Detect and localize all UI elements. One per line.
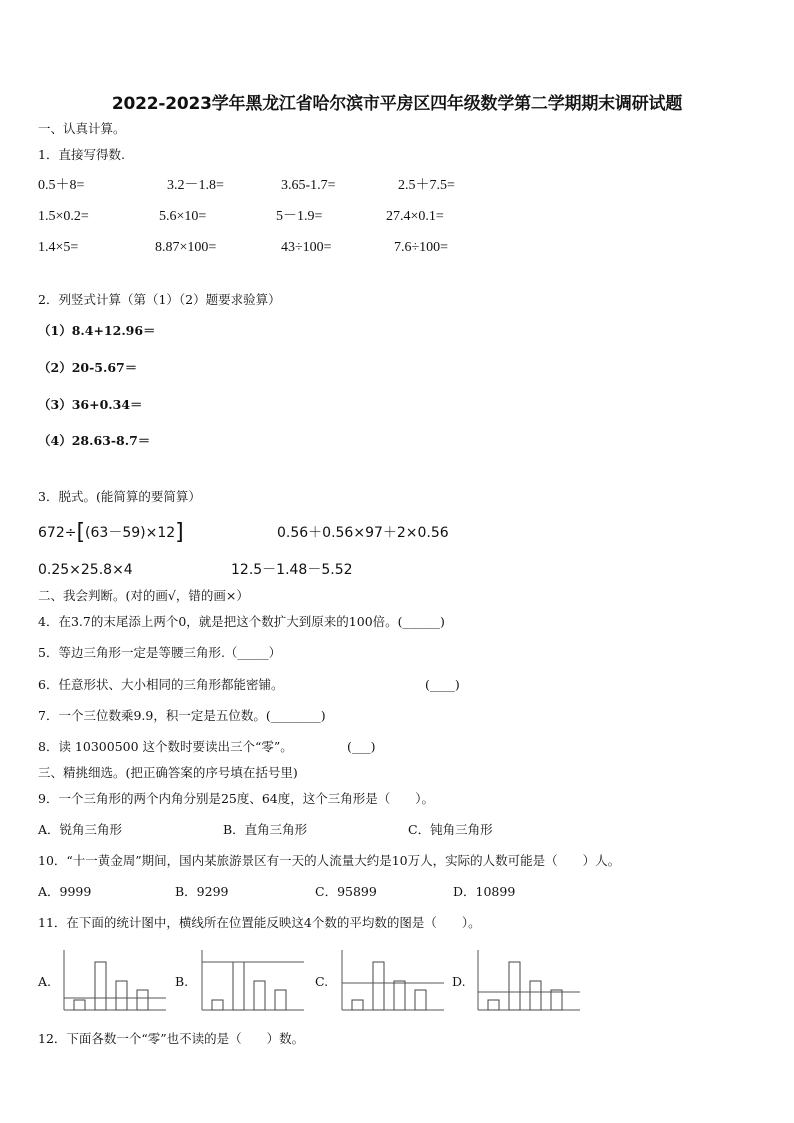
- chart-c[interactable]: [338, 948, 446, 1014]
- bar: [373, 962, 384, 1010]
- bar: [95, 962, 106, 1010]
- chart-option-label[interactable]: B.: [175, 974, 189, 989]
- vertical-calc-item: （3）36+0.34＝: [38, 397, 143, 412]
- option[interactable]: A．9999: [38, 884, 92, 899]
- bar: [530, 981, 541, 1010]
- bar-chart-svg: [474, 948, 582, 1014]
- calc-item: 1.5×0.2=: [38, 209, 89, 224]
- right-bracket: ]: [175, 520, 184, 545]
- calc-item: 3.65-1.7=: [281, 178, 336, 193]
- expression-3: 0.25×25.8×4: [38, 562, 133, 578]
- calc-item: 43÷100=: [281, 240, 332, 255]
- vertical-calc-item: （2）20-5.67＝: [38, 360, 138, 375]
- bar: [509, 962, 520, 1010]
- option[interactable]: B．9299: [175, 884, 229, 899]
- question-2-stem: 2．列竖式计算（第（1）（2）题要求验算）: [38, 292, 281, 307]
- bar: [394, 981, 405, 1010]
- chart-d[interactable]: [474, 948, 582, 1014]
- answer-blank[interactable]: (____): [425, 677, 460, 692]
- expression-1: [38, 519, 184, 547]
- judge-item: 8．读 10300500 这个数时要读出三个“零”。: [38, 739, 293, 754]
- calc-item: 2.5＋7.5=: [398, 178, 455, 193]
- chart-option-label[interactable]: C.: [315, 974, 329, 989]
- section-heading-3: 三、精挑细选。(把正确答案的序号填在括号里): [38, 765, 298, 780]
- question-3-stem: 3．脱式。(能简算的要简算）: [38, 489, 201, 504]
- bar: [74, 1000, 85, 1010]
- page-title: 2022-2023学年黑龙江省哈尔滨市平房区四年级数学第二学期期末调研试题: [111, 94, 683, 114]
- bar: [233, 962, 244, 1010]
- expression-2: 0.56＋0.56×97＋2×0.56: [277, 525, 449, 541]
- calc-item: 8.87×100=: [155, 240, 217, 255]
- bar: [551, 990, 562, 1010]
- chart-option-label[interactable]: D.: [452, 974, 466, 989]
- calc-item: 7.6÷100=: [394, 240, 449, 255]
- calc-item: 5.6×10=: [159, 209, 207, 224]
- vertical-calc-item: （4）28.63-8.7＝: [38, 433, 151, 448]
- expression-1-inner: (63－59)×12: [85, 525, 176, 541]
- bar: [116, 981, 127, 1010]
- vertical-calc-item: （1）8.4+12.96＝: [38, 323, 156, 338]
- calc-item: 1.4×5=: [38, 240, 79, 255]
- left-bracket: [: [76, 520, 86, 545]
- option[interactable]: A．锐角三角形: [38, 822, 123, 837]
- bar-chart-svg: [60, 948, 168, 1014]
- question-12-stem: 12．下面各数一个“零”也不读的是（ ）数。: [38, 1031, 305, 1046]
- section-heading-2: 二、我会判断。(对的画√，错的画×）: [38, 588, 249, 603]
- chart-option-label[interactable]: A.: [38, 974, 52, 989]
- option[interactable]: C．95899: [315, 884, 377, 899]
- judge-item: 4．在3.7的末尾添上两个0，就是把这个数扩大到原来的100倍。(______): [38, 614, 445, 629]
- option[interactable]: C．钝角三角形: [408, 822, 493, 837]
- bar: [275, 990, 286, 1010]
- question-11-stem: 11．在下面的统计图中，横线所在位置能反映这4个数的平均数的图是（ ）。: [38, 915, 481, 930]
- question-1-stem: 1．直接写得数.: [38, 147, 125, 162]
- option[interactable]: D．10899: [453, 884, 516, 899]
- chart-a[interactable]: [60, 948, 168, 1014]
- section-heading-1: 一、认真计算。: [38, 121, 126, 136]
- expression-4: 12.5－1.48－5.52: [231, 562, 353, 578]
- question-10-stem: 10．“十一黄金周”期间，国内某旅游景区有一天的人流量大约是10万人，实际的人数可能是（ ）人。: [38, 853, 621, 868]
- bar: [137, 990, 148, 1010]
- calc-item: 0.5＋8=: [38, 178, 85, 193]
- judge-item: 6．任意形状、大小相同的三角形都能密铺。: [38, 677, 284, 692]
- judge-item: 5．等边三角形一定是等腰三角形.（_____）: [38, 645, 282, 660]
- judge-item: 7．一个三位数乘9.9，积一定是五位数。(________): [38, 708, 326, 723]
- bar: [488, 1000, 499, 1010]
- option[interactable]: B．直角三角形: [223, 822, 308, 837]
- bar: [254, 981, 265, 1010]
- bar-chart-svg: [338, 948, 446, 1014]
- calc-item: 3.2－1.8=: [167, 178, 224, 193]
- bar: [415, 990, 426, 1010]
- answer-blank[interactable]: (___): [347, 739, 376, 754]
- bar: [352, 1000, 363, 1010]
- calc-item: 5－1.9=: [276, 209, 323, 224]
- bar-chart-svg: [198, 948, 306, 1014]
- calc-item: 27.4×0.1=: [386, 209, 444, 224]
- bar: [212, 1000, 223, 1010]
- expression-1-prefix: 672÷: [38, 525, 77, 541]
- chart-b[interactable]: [198, 948, 306, 1014]
- question-9-stem: 9．一个三角形的两个内角分别是25度、64度，这个三角形是（ ）。: [38, 791, 435, 806]
